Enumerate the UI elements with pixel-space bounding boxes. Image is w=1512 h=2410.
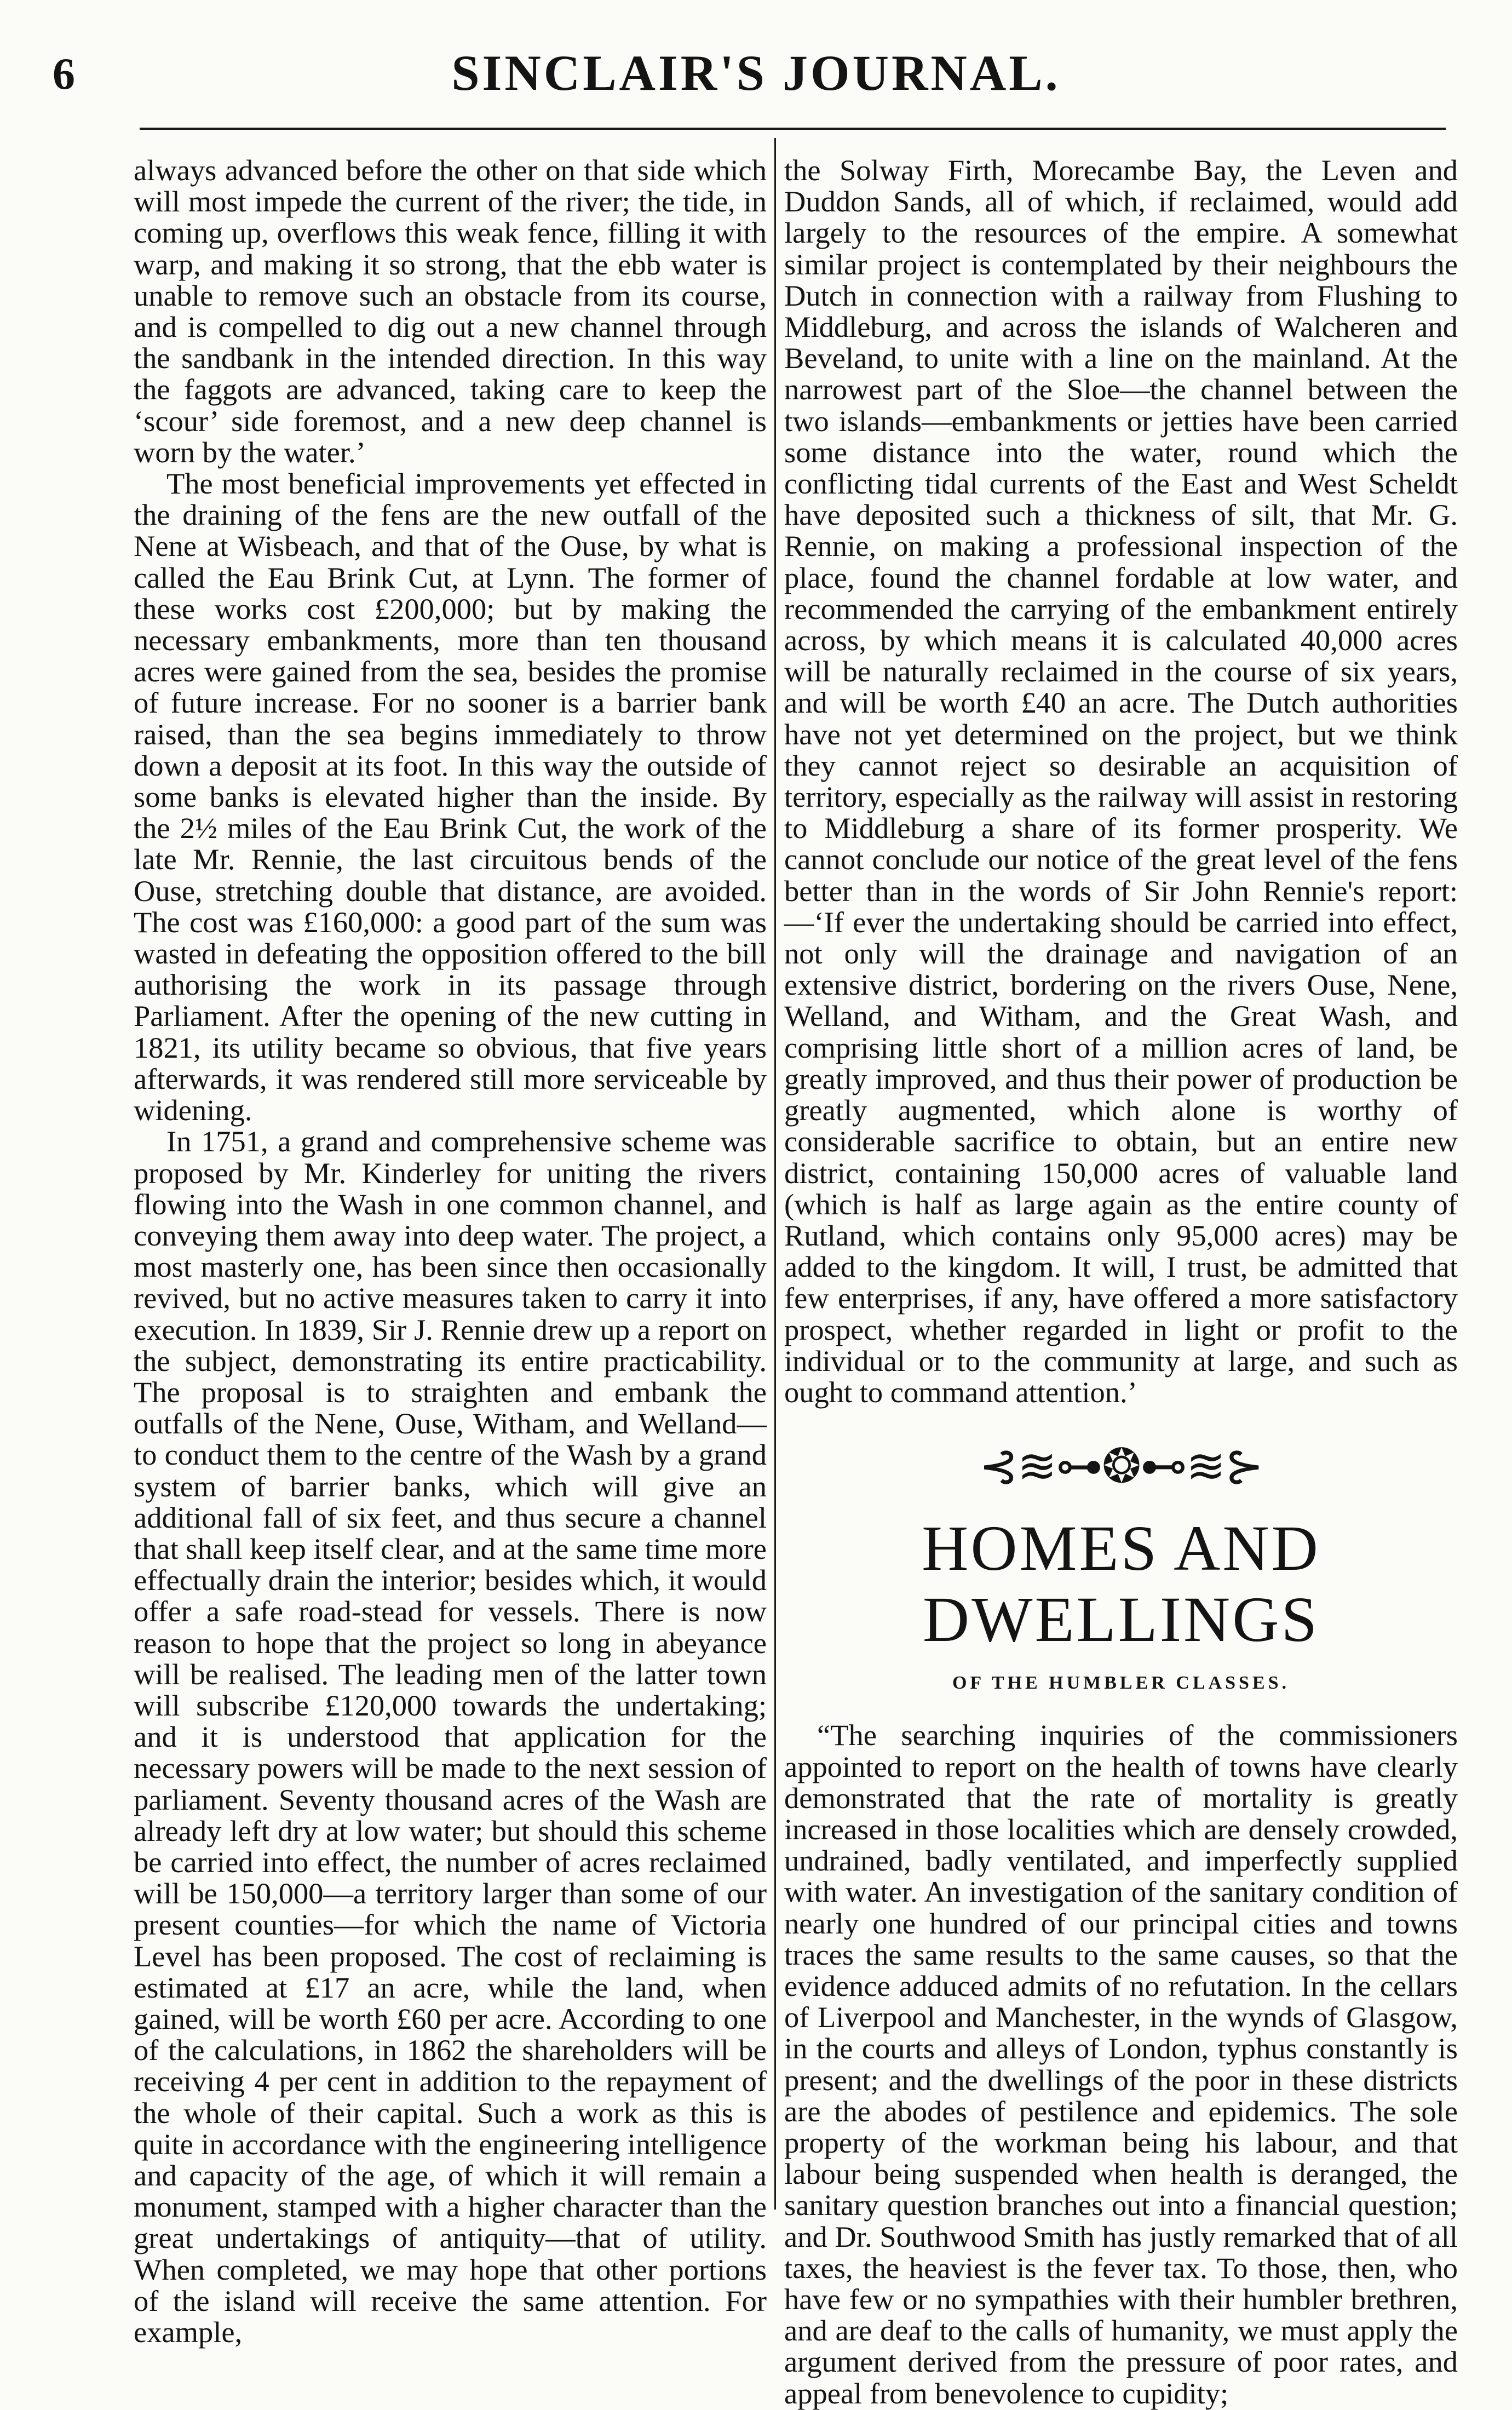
paragraph-fen-faggots: always advanced before the other on that side which will most impede the current of the river; the tide, in coming up, overflows this weak fence, filling it with warp, and making it so strong, that the ebb water is unable to remove such an obstacle from its course, and is compelled to dig out a new channel through the sandbank in the intended direction. In this way the faggots are advanced, taking care to keep the ‘scour’ side foremost, and a new deep channel is worn by the water.’ bbox=[134, 153, 767, 469]
header-rule bbox=[140, 128, 1446, 130]
page-number: 6 bbox=[53, 49, 75, 99]
section-title: HOMES AND DWELLINGS bbox=[922, 1512, 1320, 1656]
section-ornament: ⊰≋⊶❂⊷≋⊱ bbox=[979, 1440, 1263, 1493]
section-subtitle: OF THE HUMBLER CLASSES. bbox=[952, 1673, 1290, 1694]
page-header bbox=[0, 0, 1512, 137]
journal-title: SINCLAIR'S JOURNAL. bbox=[451, 45, 1061, 101]
left-column bbox=[134, 154, 767, 2348]
paragraph-homes-dwellings: “The searching inquiries of the commissioners appointed to report on the health of towns have clearly demonstrated that the rate of mortality is greatly increased in those localities which are densely crowded, undrained, badly ventilated, and imperfectly supplied with water. An investigation of the sanitary condition of nearly one hundred of our principal cities and towns traces the same results to the same causes, so that the evidence adduced admits of no refutation. In the cellars of Liverpool and Manchester, in the wynds of Glasgow, in the courts and alleys of London, typhus constantly is present; and the dwellings of the poor in these districts are the abodes of pestilence and epidemics. The sole property of the workman being his labour, and that labour being suspended when health is deranged, the sanitary question branches out into a financial question; and Dr. Southwood Smith has justly remarked that of all taxes, the heaviest is the fever tax. To those, then, who have few or no sympathies with their humbler brethren, and are deaf to the calls of humanity, we must apply the argument derived from the pressure of poor rates, and appeal from benevolence to cupidity; bbox=[784, 1718, 1458, 2410]
paragraph-fen-improvements: The most beneficial improvements yet effected in the draining of the fens are the new outfall of the Nene at Wisbeach, and that of the Ouse, by what is called the Eau Brink Cut, at Lynn. The former of these works cost £200,000; but by making the necessary embankments, more than ten thousand acres were gained from the sea, besides the promise of future increase. For no sooner is a barrier bank raised, than the sea begins immediately to throw down a deposit at its foot. In this way the outside of some banks is elevated higher than the inside. By the 2½ miles of the Eau Brink Cut, the work of the late Mr. Rennie, the last circuitous bends of the Ouse, stretching double that distance, are avoided. The cost was £160,000: a good part of the sum was wasted in defeating the opposition offered to the bill authorising the work in its passage through Parliament. After the opening of the new cutting in 1821, its utility became so obvious, that five years afterwards, it was rendered still more serviceable by widening. bbox=[134, 467, 767, 1127]
right-column bbox=[784, 154, 1458, 2409]
column-divider bbox=[774, 138, 776, 2210]
paragraph-continuation: the Solway Firth, Morecambe Bay, the Leven and Duddon Sands, all of which, if reclaimed, would add largely to the resources of the empire. A somewhat similar project is contemplated by their neighbours the Dutch in connection with a railway from Flushing to Middleburg, and across the islands of Walcheren and Beveland, to unite with a line on the mainland. At the narrowest part of the Sloe—the channel between the two islands—embankments or jetties have been carried some distance into the water, round which the conflicting tidal currents of the East and West Scheldt have deposited such a thickness of silt, that Mr. G. Rennie, on making a professional inspection of the place, found the channel fordable at low water, and recommended the carrying of the embankment entirely across, by which means it is calculated 40,000 acres will be naturally reclaimed in the course of six years, and will be worth £40 an acre. The Dutch authorities have not yet determined on the project, but we think they cannot reject so desirable an acquisition of territory, especially as the railway will assist in restoring to Middleburg a share of its former prosperity. We cannot conclude our notice of the great level of the fens better than in the words of Sir John Rennie's report:—‘If ever the undertaking should be carried into effect, not only will the drainage and navigation of an extensive district, bordering on the rivers Ouse, Nene, Welland, and Witham, and the Great Wash, and comprising little short of a million acres of land, be greatly improved, and thus their power of production be greatly augmented, which alone is worthy of considerable sacrifice to obtain, but an entire new district, containing 150,000 acres of valuable land (which is half as large again as the entire county of Rutland, which contains only 95,000 acres) may be added to the kingdom. It will, I trust, be admitted that few enterprises, if any, have offered a more satisfactory prospect, whether regarded in light or profit to the individual or to the community at large, and such as ought to command attention.’ bbox=[784, 153, 1458, 1409]
paragraph-wash-scheme: In 1751, a grand and comprehensive scheme was proposed by Mr. Kinderley for uniting the rivers flowing into the Wash in one common channel, and conveying them away into deep water. The project, a most masterly one, has been since then occasionally revived, but no active measures taken to carry it into execution. In 1839, Sir J. Rennie drew up a report on the subject, demonstrating its entire practicability. The proposal is to straighten and embank the outfalls of the Nene, Ouse, Witham, and Welland—to conduct them to the centre of the Wash by a grand system of barrier banks, which will give an additional fall of six feet, and thus secure a channel that shall keep itself clear, and at the same time more effectually drain the interior; besides which, it would offer a safe road-stead for vessels. There is now reason to hope that the project so long in abeyance will be realised. The leading men of the latter town will subscribe £120,000 towards the undertaking; and it is understood that application for the necessary powers will be made to the next session of parliament. Seventy thousand acres of the Wash are already left dry at low water; but should this scheme be carried into effect, the number of acres reclaimed will be 150,000—a territory larger than some of our present counties—for which the name of Victoria Level has been proposed. The cost of reclaiming is estimated at £17 an acre, while the land, when gained, will be worth £60 per acre. According to one of the calculations, in 1862 the shareholders will be receiving 4 per cent in addition to the repayment of the whole of their capital. Such a work as this is quite in accordance with the engineering intelligence and capacity of the age, of which it will remain a monument, stamped with a higher character than the great undertakings of antiquity—that of utility. When completed, we may hope that other portions of the island will receive the same attention. For example, bbox=[134, 1124, 767, 2349]
